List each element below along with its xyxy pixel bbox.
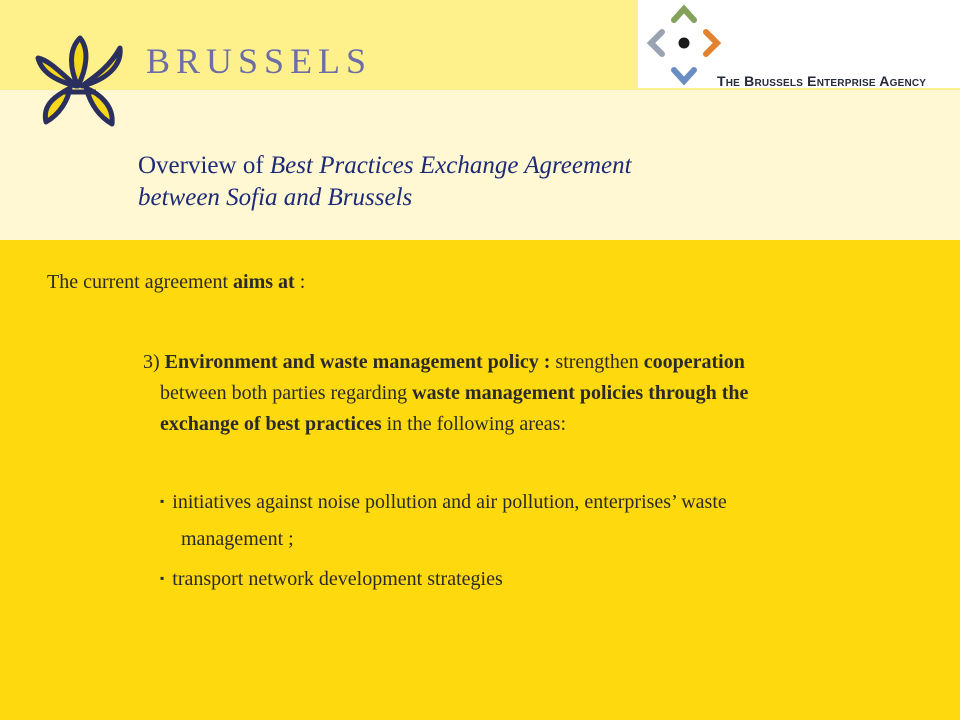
point-line-2	[143, 378, 943, 409]
bullet-item-2	[160, 559, 503, 598]
title-plain: Overview of	[138, 152, 270, 179]
intro-plain: The current agreement	[47, 271, 234, 293]
title-italic-line-1: Best Practices Exchange Agreement	[269, 152, 632, 179]
point-bold-exchange: exchange of best practices	[160, 413, 382, 435]
bullet-square-icon: ▪	[160, 494, 165, 508]
bullet-1-text: initiatives against noise pollution and air pollution, enterprises’ waste	[172, 491, 727, 513]
point-3-paragraph	[143, 347, 943, 440]
intro-end: :	[294, 271, 306, 293]
bullet-square-icon: ▪	[160, 571, 165, 585]
point-text-2: between both parties regarding	[160, 382, 413, 404]
agency-logo	[638, 0, 960, 88]
agency-name: The Brussels Enterprise Agency	[717, 73, 927, 89]
bullet-2-text: transport network development strategies	[172, 568, 503, 590]
point-bold-policies: waste management policies through the	[412, 382, 749, 404]
bullet-item-1	[160, 482, 727, 521]
point-heading: Environment and waste management policy :	[164, 351, 551, 373]
iris-logo-icon	[30, 30, 128, 130]
point-text-3: in the following areas:	[381, 413, 567, 435]
slide-title	[138, 150, 898, 214]
point-bold-cooperation: cooperation	[643, 351, 745, 373]
title-italic-line-2: between Sofia and Brussels	[138, 184, 413, 211]
bullet-item-1-continued: management ;	[181, 528, 294, 550]
point-text-1: strengthen	[550, 351, 644, 373]
intro-bold: aims at	[233, 271, 295, 293]
intro-line	[47, 271, 305, 294]
brand-wordmark: BRUSSELS	[146, 41, 373, 81]
point-number: 3)	[143, 351, 165, 373]
point-line-3	[143, 409, 943, 440]
content-band	[0, 240, 960, 720]
